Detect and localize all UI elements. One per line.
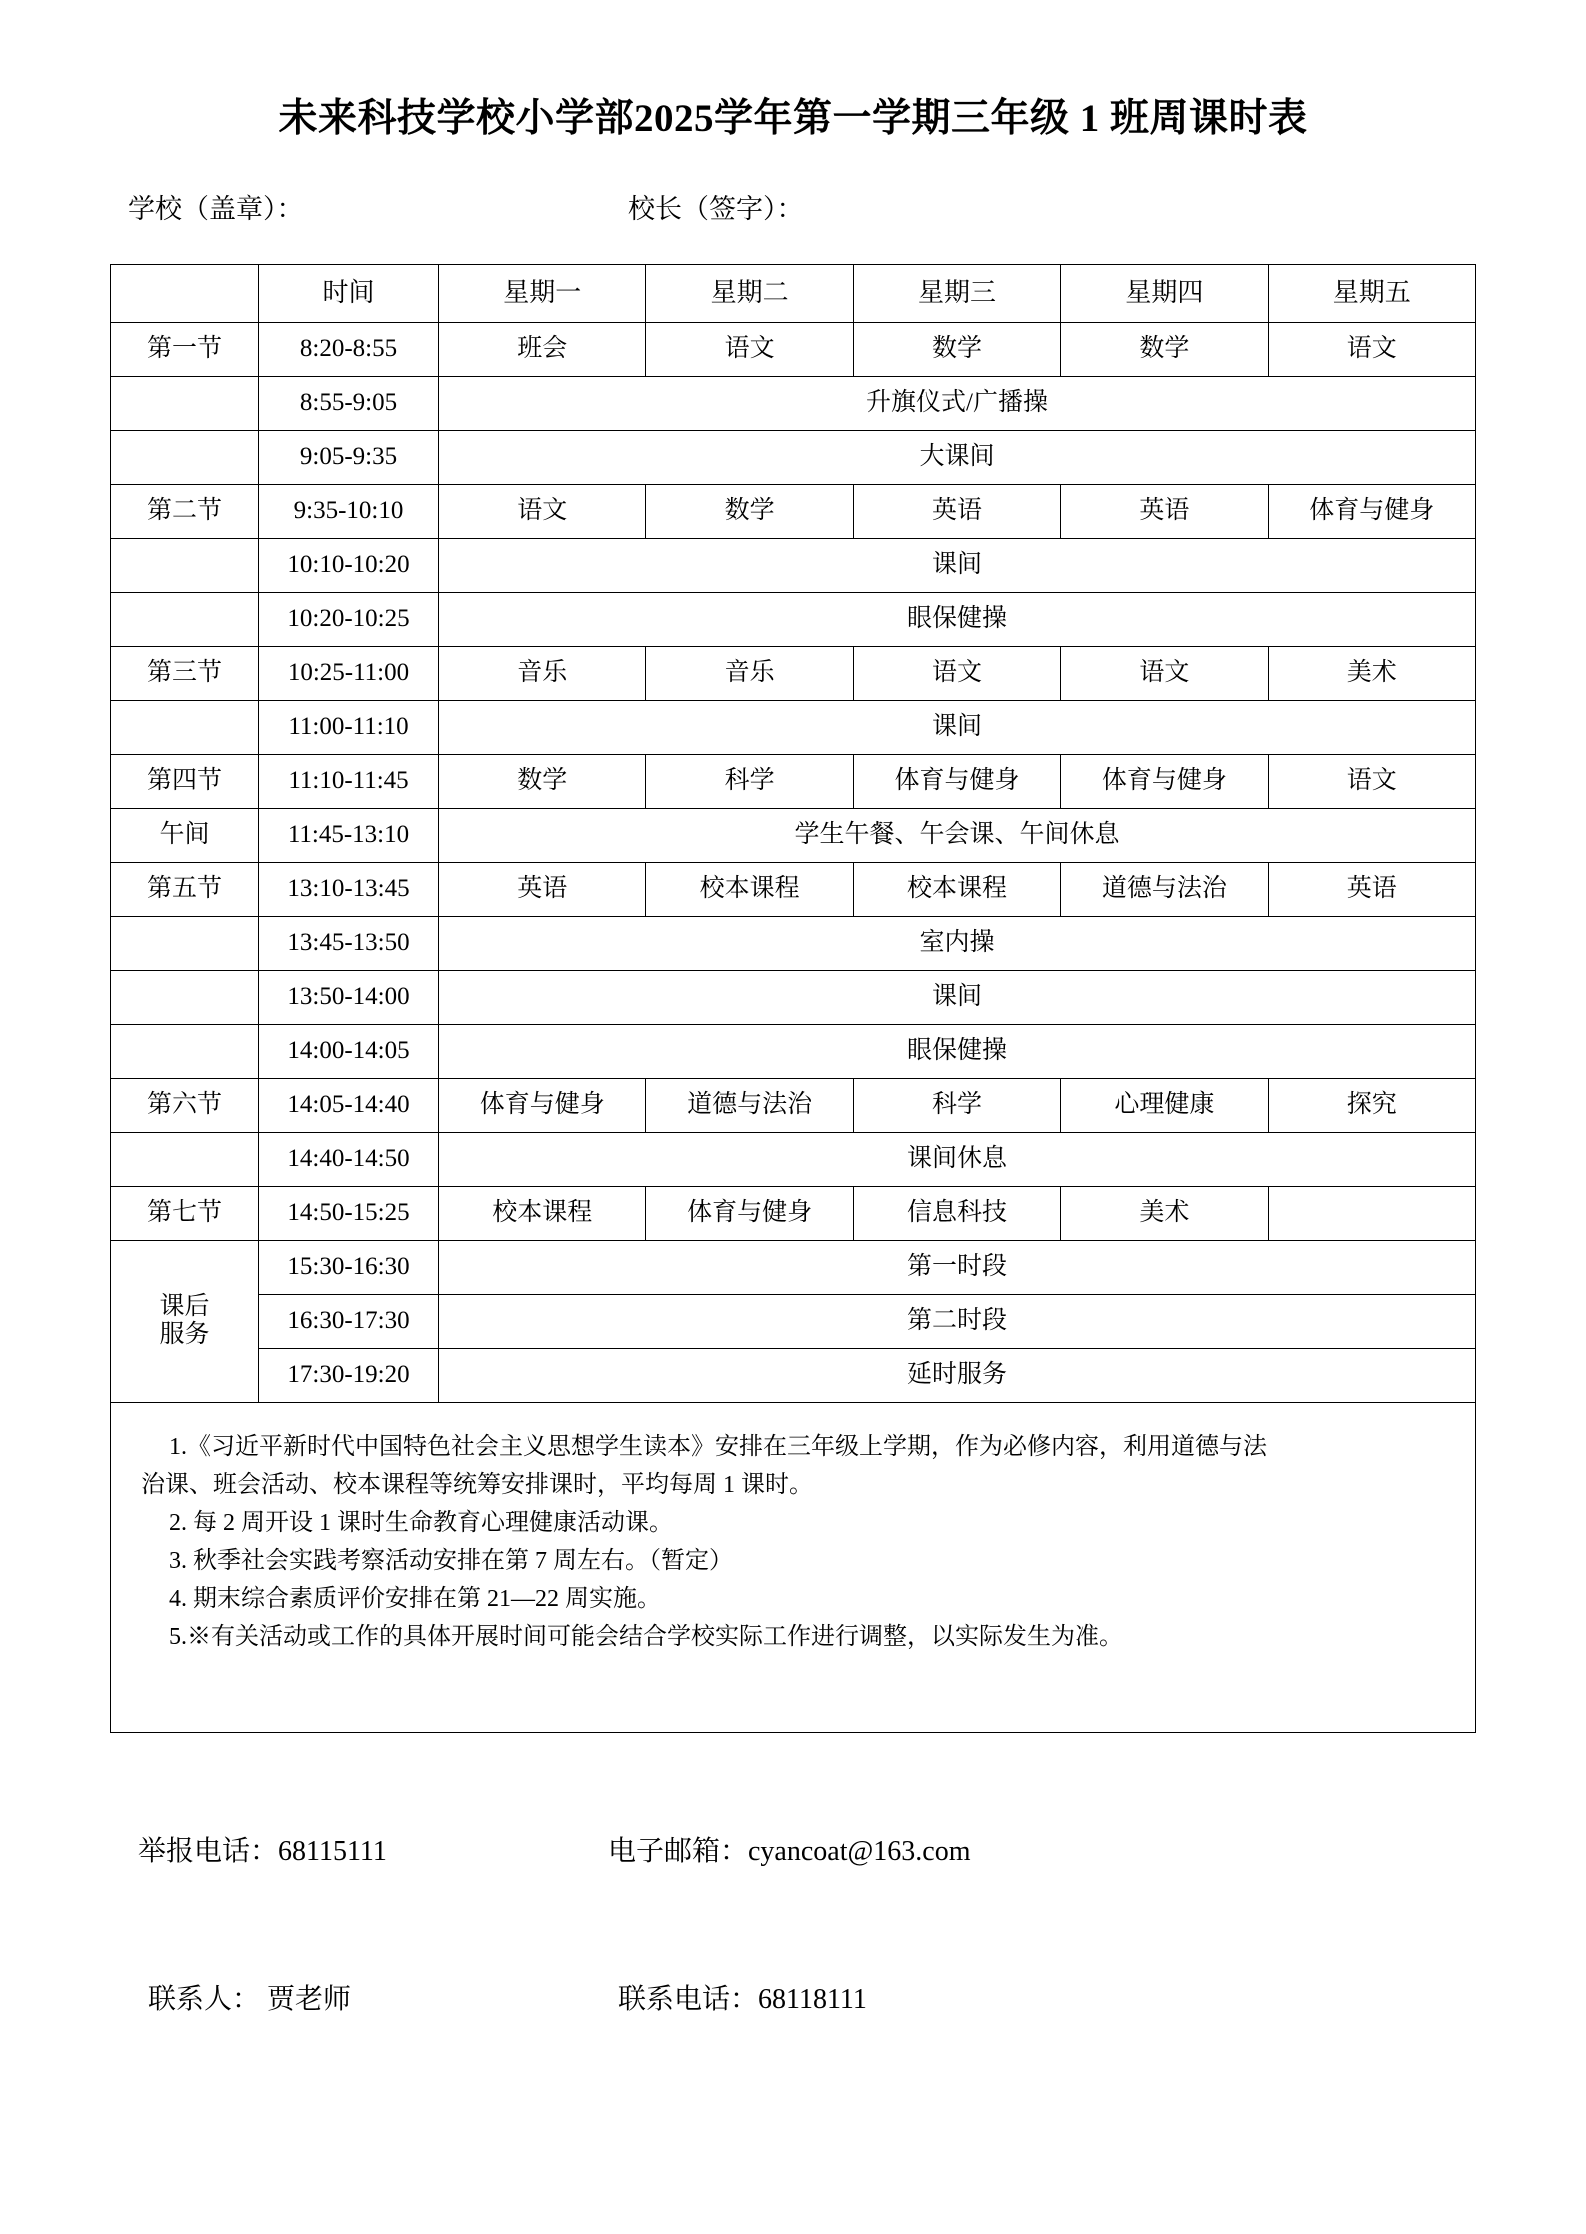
subject-cell: 校本课程 bbox=[853, 862, 1060, 916]
period-label: 第四节 bbox=[111, 754, 259, 808]
table-row bbox=[111, 1132, 1476, 1186]
weekly-timetable bbox=[110, 264, 1476, 1403]
subject-cell: 体育与健身 bbox=[646, 1186, 853, 1240]
subject-cell: 校本课程 bbox=[439, 1186, 646, 1240]
time-cell: 9:05-9:35 bbox=[259, 430, 439, 484]
period-label-empty bbox=[111, 592, 259, 646]
subject-cell: 英语 bbox=[853, 484, 1060, 538]
subject-cell: 体育与健身 bbox=[1061, 754, 1268, 808]
subject-cell: 美术 bbox=[1268, 646, 1475, 700]
time-cell: 13:45-13:50 bbox=[259, 916, 439, 970]
th-day-1: 星期一 bbox=[439, 264, 646, 322]
subject-cell: 班会 bbox=[439, 322, 646, 376]
time-cell: 10:25-11:00 bbox=[259, 646, 439, 700]
table-header-row bbox=[111, 264, 1476, 322]
time-cell: 14:00-14:05 bbox=[259, 1024, 439, 1078]
subject-cell: 美术 bbox=[1061, 1186, 1268, 1240]
th-day-4: 星期四 bbox=[1061, 264, 1268, 322]
subject-cell: 道德与法治 bbox=[1061, 862, 1268, 916]
table-row bbox=[111, 376, 1476, 430]
contact-person: 联系人： 贾老师 bbox=[148, 1983, 352, 2015]
period-label: 课后 服务 bbox=[111, 1240, 259, 1402]
time-cell: 14:40-14:50 bbox=[259, 1132, 439, 1186]
period-label: 第七节 bbox=[111, 1186, 259, 1240]
time-cell: 11:10-11:45 bbox=[259, 754, 439, 808]
contact-phone: 联系电话：68118111 bbox=[618, 1983, 867, 2015]
table-row bbox=[111, 808, 1476, 862]
period-label: 第二节 bbox=[111, 484, 259, 538]
subject-cell: 语文 bbox=[853, 646, 1060, 700]
table-row bbox=[111, 646, 1476, 700]
subject-cell: 语文 bbox=[1061, 646, 1268, 700]
period-label-empty bbox=[111, 376, 259, 430]
table-row bbox=[111, 916, 1476, 970]
table-row bbox=[111, 592, 1476, 646]
period-label-empty bbox=[111, 1132, 259, 1186]
activity-cell: 升旗仪式/广播操 bbox=[439, 376, 1476, 430]
period-label-empty bbox=[111, 1024, 259, 1078]
notes-box bbox=[110, 1403, 1476, 1733]
time-cell: 10:20-10:25 bbox=[259, 592, 439, 646]
activity-cell: 眼保健操 bbox=[439, 592, 1476, 646]
note-3: 3. 秋季社会实践考察活动安排在第 7 周左右。（暂定） bbox=[169, 1547, 733, 1574]
table-row bbox=[111, 430, 1476, 484]
activity-cell: 课间 bbox=[439, 538, 1476, 592]
th-corner bbox=[111, 264, 259, 322]
note-1-line-2: 治课、班会活动、校本课程等统筹安排课时，平均每周 1 课时。 bbox=[141, 1471, 813, 1498]
subject-cell: 音乐 bbox=[646, 646, 853, 700]
activity-cell: 大课间 bbox=[439, 430, 1476, 484]
time-cell: 13:50-14:00 bbox=[259, 970, 439, 1024]
time-cell: 14:50-15:25 bbox=[259, 1186, 439, 1240]
signature-row bbox=[110, 187, 1476, 226]
school-stamp-label: 学校（盖章）： bbox=[128, 193, 304, 224]
subject-cell: 信息科技 bbox=[853, 1186, 1060, 1240]
activity-cell: 课间 bbox=[439, 700, 1476, 754]
subject-cell: 数学 bbox=[646, 484, 853, 538]
subject-cell: 语文 bbox=[439, 484, 646, 538]
subject-cell: 音乐 bbox=[439, 646, 646, 700]
period-label-empty bbox=[111, 430, 259, 484]
activity-cell: 延时服务 bbox=[439, 1348, 1476, 1402]
activity-cell: 第一时段 bbox=[439, 1240, 1476, 1294]
activity-cell: 学生午餐、午会课、午间休息 bbox=[439, 808, 1476, 862]
subject-cell: 语文 bbox=[646, 322, 853, 376]
subject-cell: 探究 bbox=[1268, 1078, 1475, 1132]
subject-cell: 校本课程 bbox=[646, 862, 853, 916]
time-cell: 10:10-10:20 bbox=[259, 538, 439, 592]
subject-cell: 英语 bbox=[1268, 862, 1475, 916]
time-cell: 8:20-8:55 bbox=[259, 322, 439, 376]
note-2: 2. 每 2 周开设 1 课时生命教育心理健康活动课。 bbox=[169, 1509, 673, 1536]
note-4: 4. 期末综合素质评价安排在第 21—22 周实施。 bbox=[169, 1585, 661, 1612]
table-row bbox=[111, 700, 1476, 754]
page-title: 未来科技学校小学部2025学年第一学期三年级 1 班周课时表 bbox=[278, 97, 1308, 140]
period-label: 午间 bbox=[111, 808, 259, 862]
subject-cell: 体育与健身 bbox=[853, 754, 1060, 808]
period-label-empty bbox=[111, 538, 259, 592]
th-day-3: 星期三 bbox=[853, 264, 1060, 322]
table-row bbox=[111, 538, 1476, 592]
subject-cell: 语文 bbox=[1268, 754, 1475, 808]
activity-cell: 室内操 bbox=[439, 916, 1476, 970]
subject-cell: 体育与健身 bbox=[1268, 484, 1475, 538]
table-row bbox=[111, 1348, 1476, 1402]
subject-cell: 科学 bbox=[646, 754, 853, 808]
period-label: 第一节 bbox=[111, 322, 259, 376]
subject-cell: 数学 bbox=[1061, 322, 1268, 376]
subject-cell: 科学 bbox=[853, 1078, 1060, 1132]
time-cell: 8:55-9:05 bbox=[259, 376, 439, 430]
table-row bbox=[111, 1240, 1476, 1294]
note-1-line-1: 1.《习近平新时代中国特色社会主义思想学生读本》安排在三年级上学期，作为必修内容，利用道德与法 bbox=[169, 1433, 1267, 1460]
principal-signature-label: 校长（签字）： bbox=[628, 193, 804, 224]
subject-cell-empty bbox=[1268, 1186, 1475, 1240]
th-day-5: 星期五 bbox=[1268, 264, 1475, 322]
table-row bbox=[111, 1294, 1476, 1348]
note-5: 5.※有关活动或工作的具体开展时间可能会结合学校实际工作进行调整，以实际发生为准。 bbox=[169, 1623, 1123, 1650]
report-phone: 举报电话：68115111 bbox=[138, 1835, 387, 1867]
table-row bbox=[111, 1024, 1476, 1078]
email-address: 电子邮箱：cyancoat@163.com bbox=[608, 1835, 971, 1867]
th-time: 时间 bbox=[259, 264, 439, 322]
time-cell: 13:10-13:45 bbox=[259, 862, 439, 916]
table-row bbox=[111, 484, 1476, 538]
activity-cell: 课间休息 bbox=[439, 1132, 1476, 1186]
subject-cell: 英语 bbox=[439, 862, 646, 916]
th-day-2: 星期二 bbox=[646, 264, 853, 322]
subject-cell: 道德与法治 bbox=[646, 1078, 853, 1132]
activity-cell: 第二时段 bbox=[439, 1294, 1476, 1348]
period-label: 第三节 bbox=[111, 646, 259, 700]
time-cell: 17:30-19:20 bbox=[259, 1348, 439, 1402]
table-row bbox=[111, 754, 1476, 808]
time-cell: 11:45-13:10 bbox=[259, 808, 439, 862]
time-cell: 14:05-14:40 bbox=[259, 1078, 439, 1132]
table-row bbox=[111, 1186, 1476, 1240]
period-label: 第六节 bbox=[111, 1078, 259, 1132]
subject-cell: 体育与健身 bbox=[439, 1078, 646, 1132]
time-cell: 15:30-16:30 bbox=[259, 1240, 439, 1294]
period-label-empty bbox=[111, 700, 259, 754]
activity-cell: 课间 bbox=[439, 970, 1476, 1024]
footer-row-contact-2 bbox=[138, 1977, 1476, 2017]
period-label-empty bbox=[111, 970, 259, 1024]
table-row bbox=[111, 1078, 1476, 1132]
period-label-empty bbox=[111, 916, 259, 970]
document-footer bbox=[110, 1829, 1476, 2017]
subject-cell: 语文 bbox=[1268, 322, 1475, 376]
table-row bbox=[111, 970, 1476, 1024]
table-row bbox=[111, 862, 1476, 916]
subject-cell: 英语 bbox=[1061, 484, 1268, 538]
activity-cell: 眼保健操 bbox=[439, 1024, 1476, 1078]
subject-cell: 数学 bbox=[439, 754, 646, 808]
time-cell: 16:30-17:30 bbox=[259, 1294, 439, 1348]
period-label: 第五节 bbox=[111, 862, 259, 916]
time-cell: 9:35-10:10 bbox=[259, 484, 439, 538]
subject-cell: 心理健康 bbox=[1061, 1078, 1268, 1132]
time-cell: 11:00-11:10 bbox=[259, 700, 439, 754]
table-row bbox=[111, 322, 1476, 376]
subject-cell: 数学 bbox=[853, 322, 1060, 376]
footer-row-contact-1 bbox=[138, 1829, 1476, 1869]
